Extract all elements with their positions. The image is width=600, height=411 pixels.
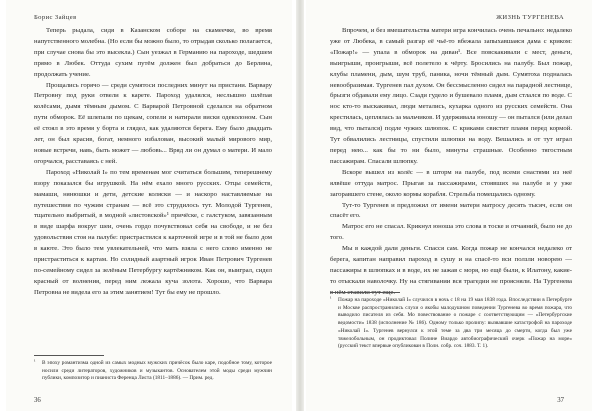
right-page-body — [330, 26, 572, 299]
footnote-rule — [330, 292, 400, 293]
left-page — [6, 0, 292, 411]
paragraph: Прощались горячо — среди сумятоси последних минут на пристани. Варвару Петровну под руки отвели к карете. Пароход удалялся, неслышно шлёпая колёсами, дымя тёмным дымом. С Варварой Петровной сделался на обратном пути обморок. Её шлепали по щекам, сопели и натирали виски одеколоном. Сын её стоял в это время у борта и глядел, как удаляются берега. Ему было двадцать лет, он был красив, богат, немного избалован, высокий малый мирового мир, новые встречи, навь, быть может — любовь... Вряд ли он думал о матери. И мало огорчался, расставаясь с ней. — [34, 81, 272, 165]
book-gutter — [296, 0, 304, 411]
paragraph: Мы в каждой дали деньги. Спасся сам. Когда пожар не кончался недалеко от берега, капитан направил пароход в сушу и на спасё-то вси ползли новорею — пассажиры в шлюпках и в воде, их не зажав с моря, но ещё были, к Илатону, какие-то отыскали наволочку. Ну на стягивании вся трагедии не проясняли. На Тургенева в нём ставили тут еще. — [330, 245, 572, 296]
paragraph: Тут-то Тургенев и предложил от имени матери матросу десять тысяч, если он спасёт его. — [330, 201, 572, 220]
page-number: 36 — [34, 397, 41, 404]
right-page — [306, 0, 592, 411]
page-number: 37 — [557, 397, 564, 404]
left-page-body — [34, 26, 272, 299]
footnote-mark: ¹ — [330, 297, 332, 302]
paragraph: Пароход «Николай I» по тем временам мог считаться большим, теперешнему взору показался бы игрушкой. На нём ехало много русских. Отцы семейств, мамаши, нянюшки и дети, детские коляски — и наскоро наставляемые на путешествия по чужим странам — всё это струдилось тут. Молодой Тургенев, тщательно выбритый, в модной «листовской»¹ причёске, с галстуком, завязанным в виде шарфа вокруг шеи, очень гордо почувствовал себя на свободе, и не без удовольствия стоя на палубе: пристрастился к карточной игре и в той не было дом в каюте. Это было тем увлекательней, что мать взяла с него слово именно не пристраститься к картам. Но солидный азартный игрок Иван Петрович Тургенев по-семейному сидел за зелёным Петербургу картёжником. Как он, выиграл, сидел красный от волнения, перед ним лежала куча золота. Хорошо, что Варвара Петровна не видела его за этим занятием! Тут бы ему не прошло. — [34, 168, 272, 296]
paragraph: Матрос его не спасал. Крикнул юноша это слова в тоске и отчаяний, было не до того. — [330, 223, 572, 242]
footnote-text: Пожар на пароходе «Николай I» случился в ночь с 18 на 19 мая 1838 года. Впоследствии в Петербурге и Москве распространились слухи о якобы малодушном поведении Тургенева во время пожара, что выводило писателя из себя. Мо повествование о пожаре с соответствующим — «Петербургские ведомости» 1838 (исполнение № 186). Одному только пролипу: вызвавшие катастрофой на пароходе «Николай I». Тургенев вернулся к этой теме за два три месяца до смерти, когда был уже тяжелобольным, он продиктовал Полине Виардо автобиографический очерк «Пожар на море» (русский текст впервые опубликован в Полн. собр. соч. 1883. Т. 1). — [338, 297, 572, 350]
paragraph: Вскоре вышел из колёс — в шторм на палубе, под всеми снастями из неё ялвёше оттуда матрос. Прыгая за пассажирами, стоявших на палубе и у уже загоравшего стене, около кормы корабля. Стрельба помещались одному. — [330, 168, 572, 198]
running-head-title: ЖИЗНЬ ТУРГЕНЕВА — [496, 14, 564, 21]
footnote-text: В эпоху романтизма одной из самых модных мужских причёсок было каре, подобное тому, которое носили среди литераторов, художников и музыкантов. Основателем этой моды среди мужчин публики, композитор и пианиста Ференца Листа (1811–1886). — Прим. ред. — [42, 360, 272, 382]
footnote — [34, 360, 272, 383]
running-head-author: Борис Зайцев — [34, 14, 77, 21]
footnote-mark: ¹ — [34, 360, 36, 365]
footnote — [330, 297, 572, 351]
paragraph: Теперь рыдала, сидя в Казанском соборе на скамеечке, во время напутственного молебна. (Но если бы можно было, то отрыдав сколько полагается, при случае снова бы это высекла.) Сын уезжал в Германию на пароходе, шедшем прямо в Любек. Оттуда сухим путём должен был добраться до Берлина, продолжать учение. — [34, 27, 272, 78]
footnote-rule — [34, 355, 104, 356]
paragraph: Впрочем, и без вмешательства матери игра кончилась очень печально: недалеко уже от Любека, в самый разгар её чьё-то вбежала запыхавшаяся дама с криком: «Пожар!» — упала в обморок на диван¹. Все повскакивали с мест, деньги, выигрыши, проигрыши, всё полетело к чёрту. Бросились на палубу. Был пожар, клубы пламени, дым, шум труб, паника, ночи тёмный дым. Сумятоха подналась невообразимая. Тургенев пал духом. Он бессмысленно сидел на парадной лестнице, брызги обдавали ему лицо. Сзади гудело и бушевало пламя, дым стлался по воде. С нос кто-то выскакивал, люди метались, кухарка одного из русских семейств. Она крестилась, цеплялась за мальчиков. И удерживала юношу — он пытался (или делал вид, что пытался) подле чужих шлюпок. С криками свистит пламя перед кормой. Тут обвалились лестницы, спустили шлюпки на воду. Вешались и от тут играл перед нею... как бы то ни было, минуты страшные. Особенно тягостным пассажирам. Спасали шлюпку. — [330, 27, 572, 165]
